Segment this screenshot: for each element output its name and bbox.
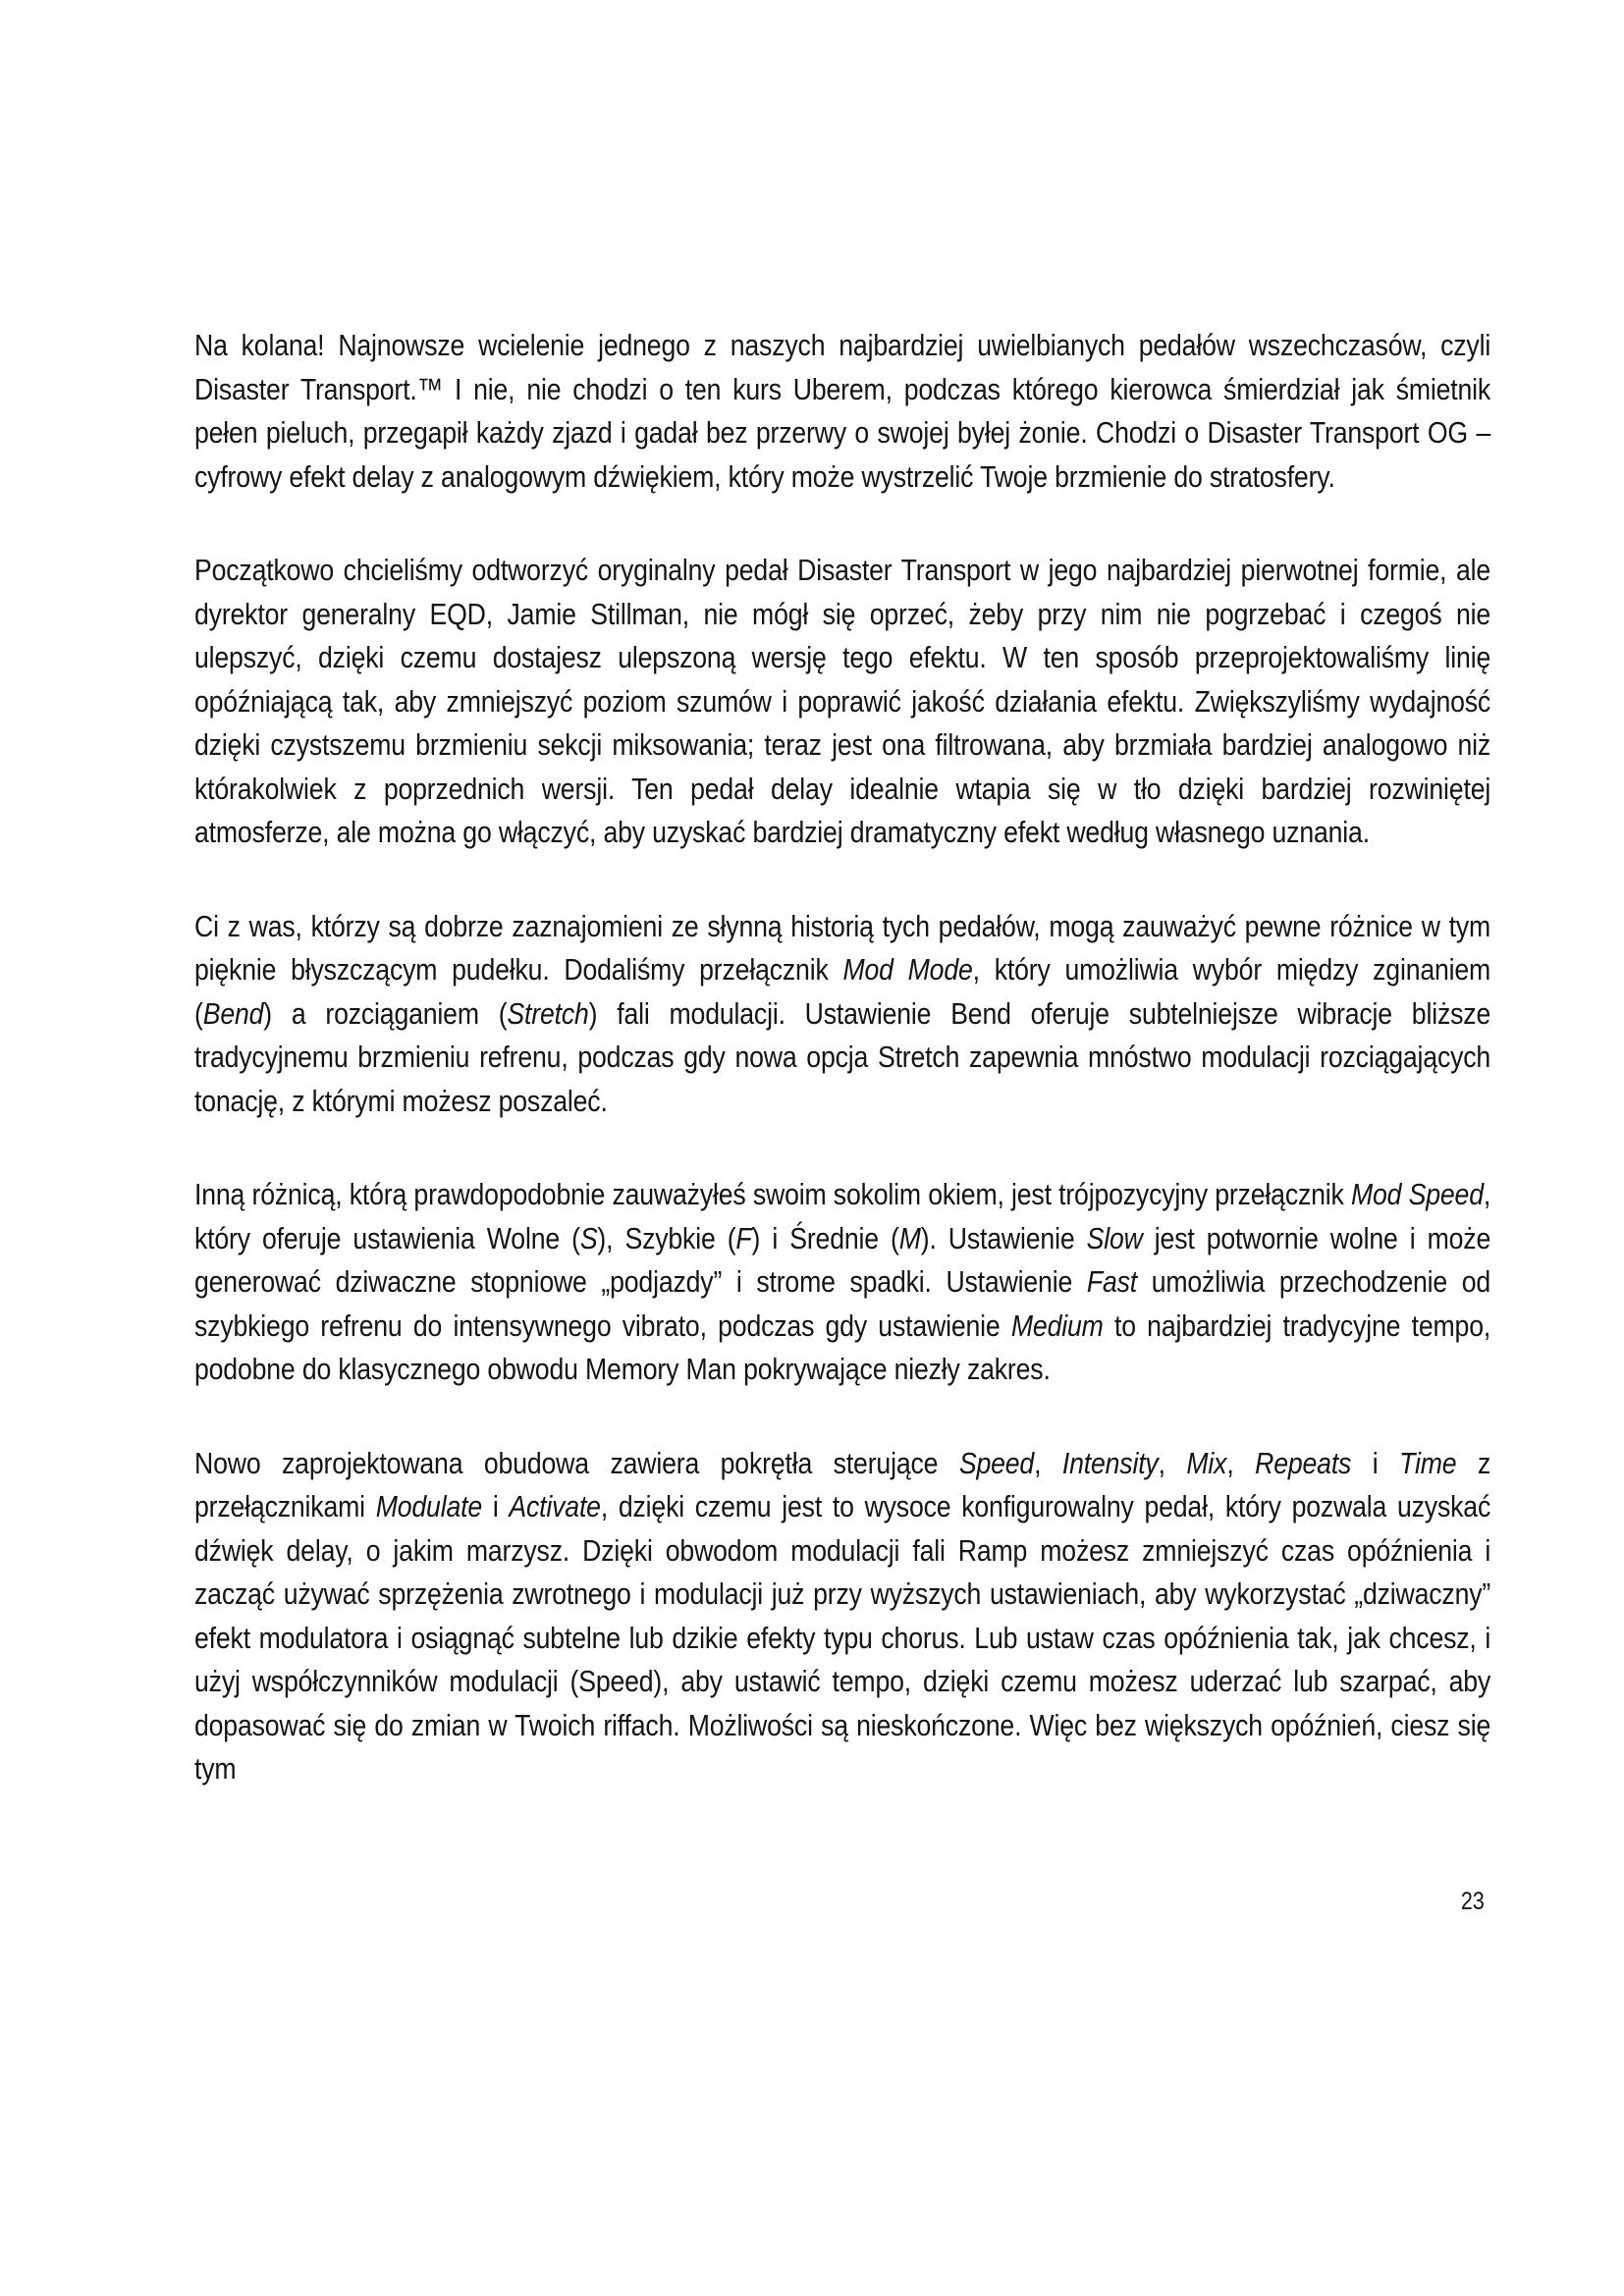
italic-term: Stretch: [507, 995, 589, 1031]
italic-term: Bend: [202, 995, 264, 1031]
paragraph-intro: Na kolana! Najnowsze wcielenie jednego z naszych najbardziej uwielbianych pedałów wszechczasów, czyli Disaster Transport.™ I nie, nie chodzi o ten kurs Uberem, podczas którego kierowca śmierdział jak śmietnik pełen pieluch, przegapił każdy zjazd i gadał bez przerwy o swojej byłej żonie. Chodzi o Disaster Transport OG – cyfrowy efekt delay z analogowym dźwiękiem, który może wystrzelić Twoje brzmienie do stratosfery.: [194, 328, 1491, 494]
text-span: Ci z was, którzy są dobrze zaznajomieni ze słynną historią tych pedałów, mogą zauważyć pewne różnice w tym pięknie błyszczącym pudełku. Dodaliśmy przełącznik: [194, 908, 1491, 987]
italic-term: Mod Mode: [842, 952, 973, 987]
text-span: to najbardziej tradycyjne tempo, podobne do klasycznego obwodu Memory Man pokrywające niezły zakres.: [194, 1308, 1491, 1386]
text-span: Nowo zaprojektowana obudowa zawiera pokrętła sterujące: [194, 1445, 959, 1480]
italic-term: Activate: [509, 1489, 601, 1523]
italic-term: F: [735, 1220, 752, 1255]
italic-term: Intensity: [1061, 1445, 1159, 1480]
paragraph-controls: [194, 1442, 1490, 1791]
text-span: , dzięki czemu jest to wysoce konfigurowalny pedał, który pozwala uzyskać dźwięk delay, o jakim marzysz. Dzięki obwodom modulacji fali Ramp możesz zmniejszyć czas opóźnienia i zacząć używać sprzężenia zwrotnego i modulacji już przy wyższych ustawieniach, aby wykorzystać „dziwaczny” efekt modulatora i osiągnąć subtelne lub dzikie efekty typu chorus. Lub ustaw czas opóźnienia tak, jak chcesz, i użyj współczynników modulacji (Speed), aby ustawić tempo, dzięki czemu możesz uderzać lub szarpać, aby dopasować się do zmian w Twoich riffach. Możliwości są nieskończone. Więc bez większych opóźnień, ciesz się tym: [194, 1489, 1491, 1786]
italic-term: Time: [1399, 1445, 1457, 1480]
text-span: Inną różnicą, którą prawdopodobnie zauważyłeś swoim sokolim okiem, jest trójpozycyjny przełącznik: [194, 1177, 1351, 1211]
italic-term: Fast: [1086, 1264, 1138, 1299]
text-span: ) i Średnie (: [751, 1220, 899, 1255]
paragraph-mod-speed: [194, 1173, 1490, 1392]
text-span: umożliwia przechodzenie od szybkiego refrenu do intensywnego vibrato, podczas gdy ustawienie: [194, 1264, 1491, 1343]
text-span: ) a rozciąganiem (: [263, 995, 508, 1031]
text-span: ) fali modulacji. Ustawienie Bend oferuje subtelniejsze wibracje bliższe tradycyjnemu brzmieniu refrenu, podczas gdy nowa opcja Stretch zapewnia mnóstwo modulacji rozciągających tonację, z którymi możesz poszaleć.: [194, 995, 1491, 1118]
page-number: 23: [1461, 1888, 1485, 1915]
text-span: i: [482, 1489, 510, 1523]
text-span: ,: [1226, 1445, 1256, 1480]
text-span: , który oferuje ustawienia Wolne (: [194, 1177, 1491, 1255]
italic-term: Medium: [1010, 1308, 1104, 1343]
italic-term: Modulate: [375, 1489, 483, 1523]
italic-term: Repeats: [1255, 1445, 1352, 1480]
italic-term: S: [579, 1220, 598, 1255]
text-span: i: [1351, 1445, 1400, 1480]
text-span: ), Szybkie (: [597, 1220, 736, 1255]
body-text: [194, 324, 1490, 1791]
text-span: ,: [1158, 1445, 1187, 1480]
paragraph-mod-mode: [194, 905, 1490, 1124]
text-span: ). Ustawienie: [920, 1220, 1087, 1255]
text-span: , który umożliwia wybór między zginaniem (: [194, 952, 1491, 1031]
italic-term: Mod Speed: [1350, 1177, 1484, 1211]
text-span: ,: [1034, 1445, 1062, 1480]
paragraph-redesign: Początkowo chcieliśmy odtworzyć oryginalny pedał Disaster Transport w jego najbardziej pierwotnej formie, ale dyrektor generalny EQD, Jamie Stillman, nie mógł się oprzeć, żeby przy nim nie pogrzebać i czegoś nie ulepszyć, dzięki czemu dostajesz ulepszoną wersję tego efektu. W ten sposób przeprojektowaliśmy linię opóźniającą tak, aby zmniejszyć poziom szumów i poprawić jakość działania efektu. Zwiększyliśmy wydajność dzięki czystszemu brzmieniu sekcji miksowania; teraz jest ona filtrowana, aby brzmiała bardziej analogowo niż którakolwiek z poprzednich wersji. Ten pedał delay idealnie wtapia się w tło dzięki bardziej rozwiniętej atmosferze, ale można go włączyć, aby uzyskać bardziej dramatyczny efekt według własnego uznania.: [194, 553, 1491, 849]
italic-term: Speed: [958, 1445, 1035, 1480]
text-span: z przełącznikami: [194, 1445, 1491, 1523]
italic-term: Mix: [1186, 1445, 1227, 1480]
text-span: jest potwornie wolne i może generować dziwaczne stopniowe „podjazdy” i strome spadki. Ustawienie: [194, 1220, 1491, 1299]
italic-term: M: [898, 1220, 921, 1255]
italic-term: Slow: [1086, 1220, 1143, 1255]
